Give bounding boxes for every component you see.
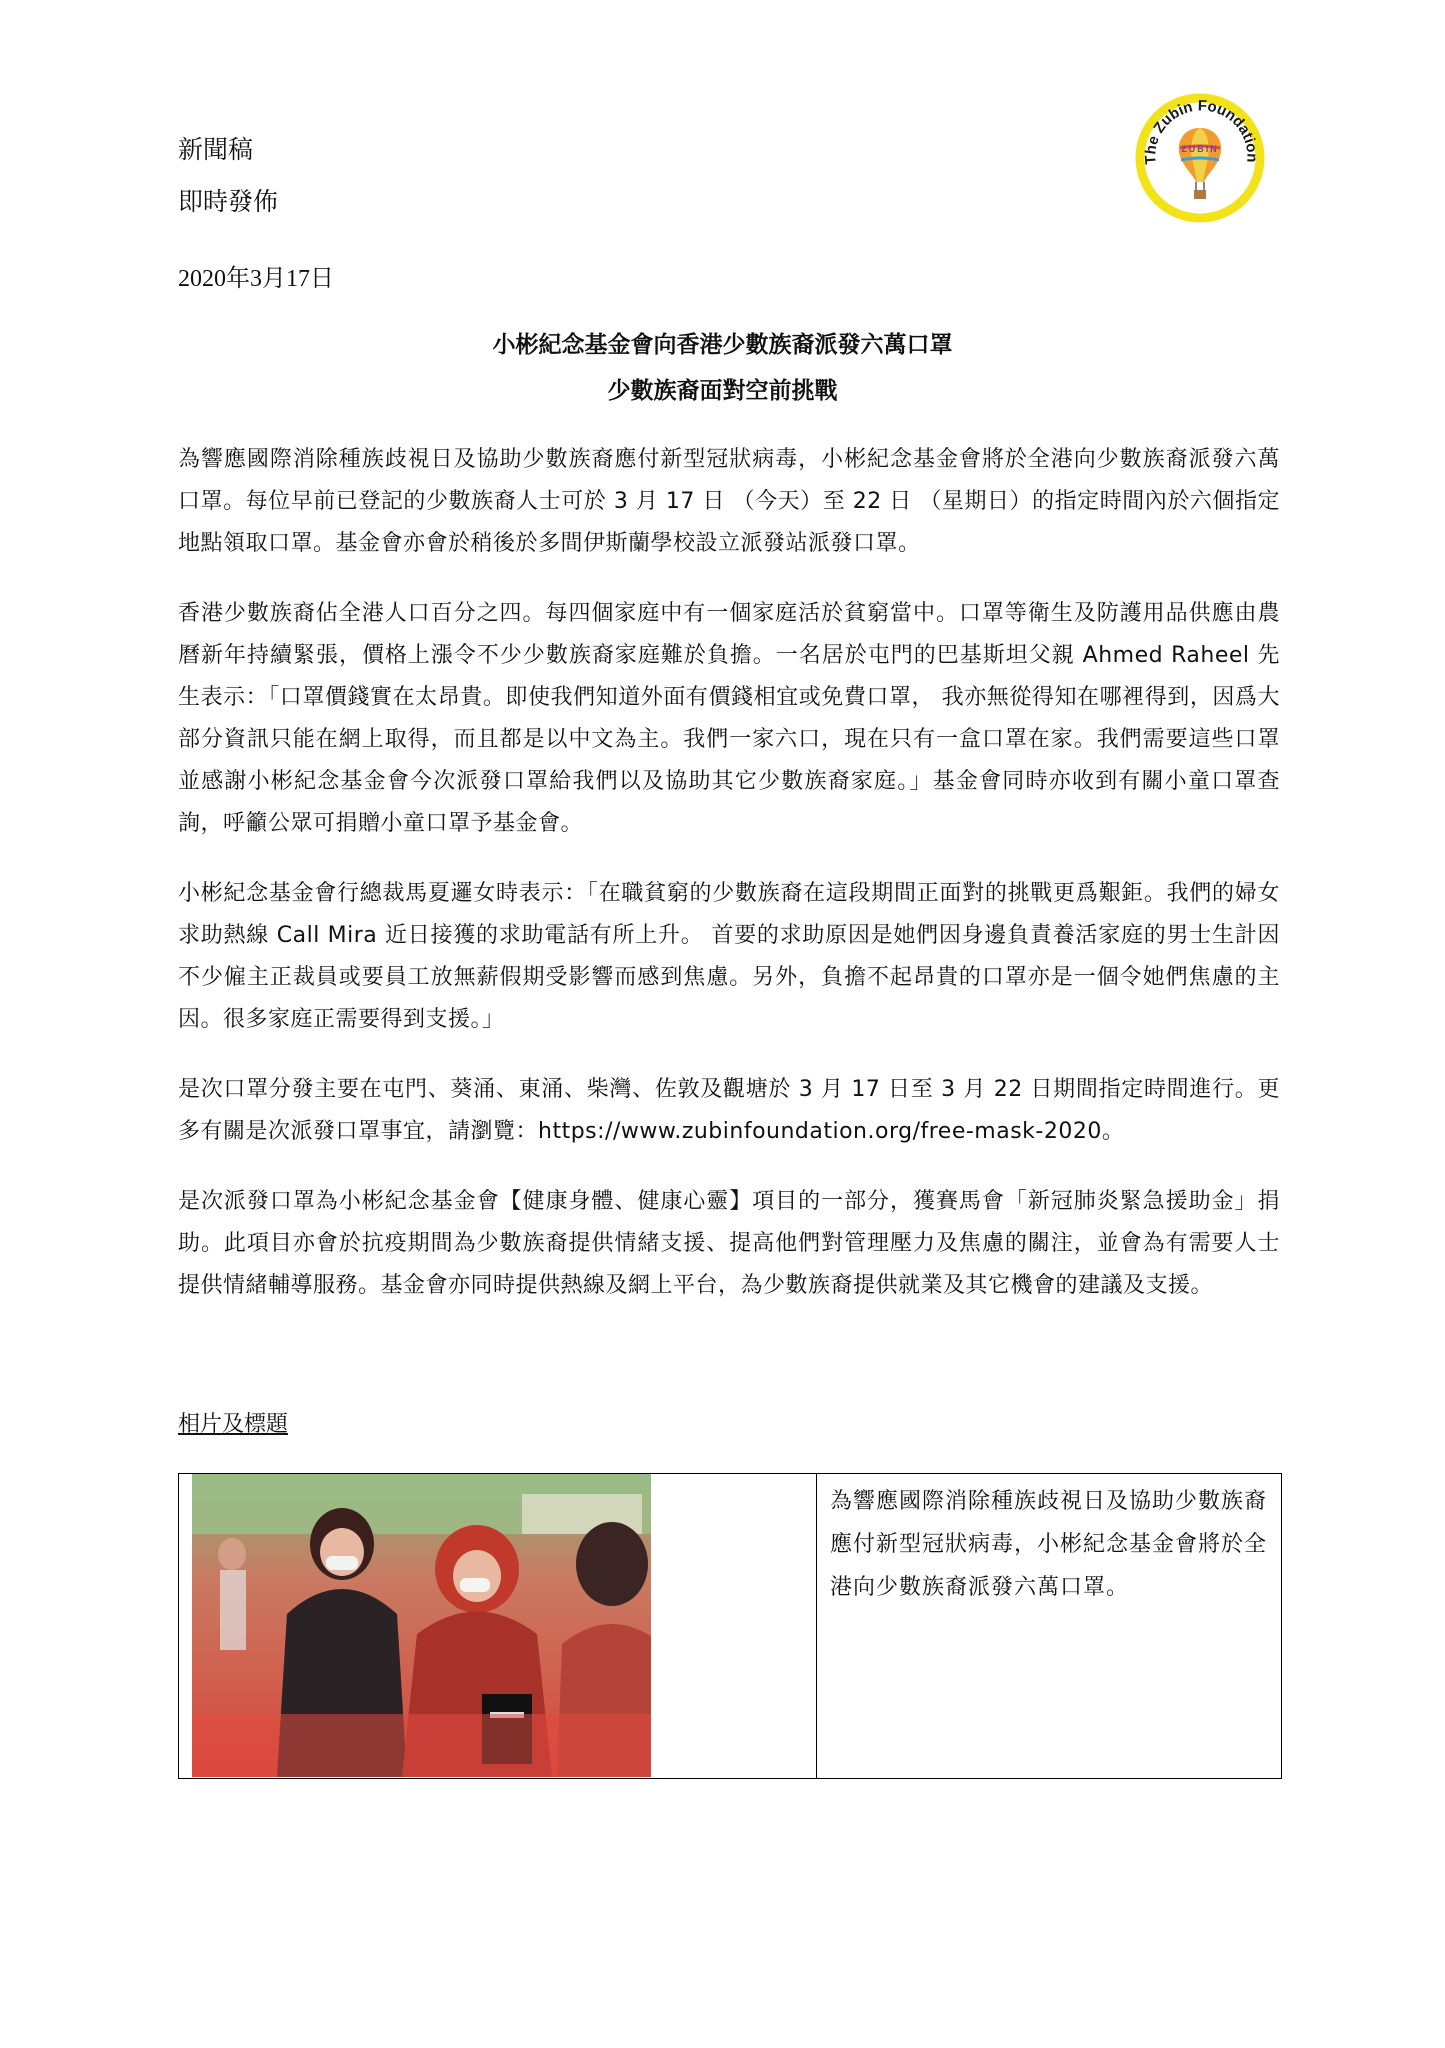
paragraph-project: 是次派發口罩為小彬紀念基金會【健康身體、健康心靈】項目的一部分，獲賽馬會「新冠肺炎緊急援助金」捐助。此項目亦會於抗疫期間為少數族裔提供情緒支援、提高他們對管理壓力及焦慮的關注，並會為有需要人士提供情緒輔導服務。基金會亦同時提供熱線及網上平台，為少數族裔提供就業及其它機會的建議及支援。 bbox=[178, 1189, 1280, 1298]
header-label-press-release: 新聞稿 bbox=[178, 135, 254, 164]
photo-caption: 為響應國際消除種族歧視日及協助少數族裔應付新型冠狀病毒，小彬紀念基金會將於全港向少數族裔派發六萬口罩。 bbox=[830, 1489, 1268, 1600]
event-photo-image bbox=[192, 1474, 651, 1777]
paragraph-background: 香港少數族裔佔全港人口百分之四。每四個家庭中有一個家庭活於貧窮當中。口罩等衛生及防護用品供應由農曆新年持續緊張，價格上漲令不少少數族裔家庭難於負擔。一名居於屯門的巴基斯坦父親 Ahmed Raheel 先生表示：「口罩價錢實在太昂貴。即使我們知道外面有價錢相宜或免費口罩， 我亦無從得知在哪裡得到，因爲大部分資訊只能在網上取得，而且都是以中文為主。我們一家六口，現在只有一盒口罩在家。我們需要這些口罩並感謝小彬紀念基金會今次派發口罩給我們以及協助其它少數族裔家庭。」基金會同時亦收到有關小童口罩查詢，呼籲公眾可捐贈小童口罩予基金會。 bbox=[178, 601, 1280, 836]
zubin-foundation-logo bbox=[1130, 86, 1270, 226]
release-date: 2020年3月17日 bbox=[178, 266, 334, 292]
photo-cell bbox=[179, 1474, 817, 1778]
logo-ring-text: The Zubin Foundation bbox=[1142, 97, 1261, 166]
paragraph-intro: 為響應國際消除種族歧視日及協助少數族裔應付新型冠狀病毒，小彬紀念基金會將於全港向少數族裔派發六萬口罩。每位早前已登記的少數族裔人士可於 3 月 17 日 （今天）至 22 日 （星期日）的指定時間內於六個指定地點領取口罩。基金會亦會於稍後於多間伊斯蘭學校設立派發站派發口罩。 bbox=[178, 447, 1280, 556]
photo-section-heading: 相片及標題 bbox=[178, 1412, 289, 1437]
press-release-header bbox=[178, 124, 278, 228]
header-label-immediate-release: 即時發佈 bbox=[178, 187, 279, 216]
zubin-foundation-logo-graphic bbox=[1130, 86, 1270, 226]
headline bbox=[0, 322, 1445, 414]
event-photo bbox=[192, 1474, 651, 1777]
headline-line-1: 小彬紀念基金會向香港少數族裔派發六萬口罩 bbox=[492, 332, 953, 358]
logo-inner-text: ZUBIN bbox=[1181, 144, 1219, 154]
headline-line-2: 少數族裔面對空前挑戰 bbox=[607, 378, 838, 404]
article-body bbox=[178, 439, 1280, 1335]
photo-caption-table bbox=[178, 1473, 1282, 1779]
paragraph-ceo-quote: 小彬紀念基金會行總裁馬夏邏女時表示：「在職貧窮的少數族裔在這段期間正面對的挑戰更爲艱鉅。我們的婦女求助熱線 Call Mira 近日接獲的求助電話有所上升。 首要的求助原因是她們因身邊負責養活家庭的男士生計因不少僱主正裁員或要員工放無薪假期受影響而感到焦慮。另外，負擔不起昂貴的口罩亦是一個令她們焦慮的主因。很多家庭正需要得到支援。」 bbox=[178, 881, 1280, 1032]
paragraph-distribution: 是次口罩分發主要在屯門、葵涌、東涌、柴灣、佐敦及觀塘於 3 月 17 日至 3 月 22 日期間指定時間進行。更多有關是次派發口罩事宜，請瀏覽：https://www.zubinfoundation.org/free-mask-2020。 bbox=[178, 1077, 1280, 1144]
